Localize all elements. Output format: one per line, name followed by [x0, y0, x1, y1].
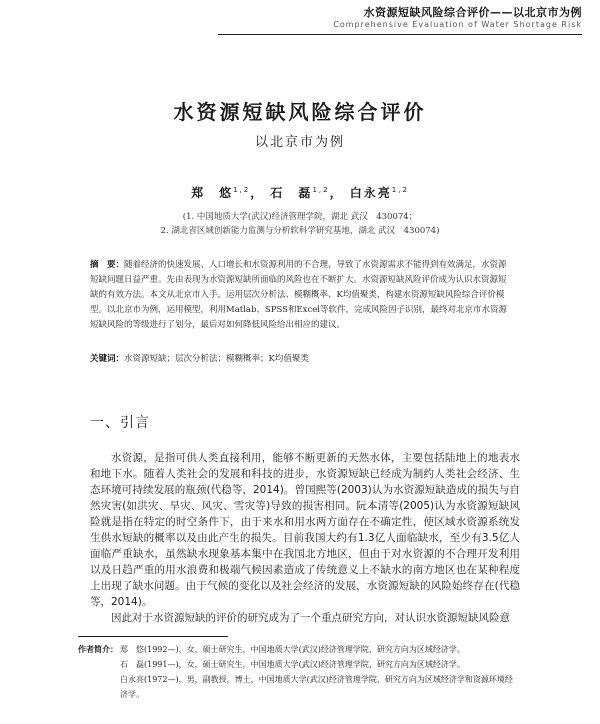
- author-name: 郑 悠: [191, 186, 234, 200]
- keywords-text: 水资源短缺；层次分析法；模糊概率；K均值聚类: [124, 354, 309, 364]
- footnote-text: 白永亮(1972—)，男，副教授，博士，中国地质大学(武汉)经济管理学院，研究方向为区域经济学和资源环境经济学。: [120, 675, 513, 699]
- footnote-entry: [78, 642, 518, 657]
- footnote-text: 郑 悠(1992—)，女，硕士研究生，中国地质大学(武汉)经济管理学院，研究方向为区域经济学。: [120, 645, 465, 654]
- body-paragraph: 因此对于水资源短缺的评价的研究成为了一个重点研究方向，对认识水资源短缺风险意: [111, 612, 510, 624]
- affiliation-line: 2. 湖北省区域创新能力监测与分析软科学研究基地，湖北 武汉 430074): [160, 226, 440, 236]
- article-subtitle: 以北京市为例: [254, 135, 345, 150]
- section-heading-introduction: 一、引言: [90, 415, 150, 431]
- footnote-text: 石 磊(1991—)，女，硕士研究生，中国地质大学(武汉)经济管理学院，研究方向为区域经济学。: [120, 660, 465, 669]
- keywords: [90, 352, 512, 364]
- body-text: [90, 450, 520, 626]
- article-title: 水资源短缺风险综合评价: [173, 100, 427, 124]
- author-name: 石 磊: [270, 186, 313, 200]
- footnote-entry: [78, 657, 518, 672]
- running-header-title: 水资源短缺风险综合评价——以北京市为例: [363, 6, 582, 19]
- affiliation-line: (1. 中国地质大学(武汉)经济管理学院，湖北 武汉 430074；: [182, 212, 418, 222]
- abstract: [90, 258, 512, 333]
- footnote-entry: [78, 672, 518, 702]
- running-header: [0, 4, 600, 38]
- abstract-text: 随着经济的快速发展、人口增长和水资源利用的不合理，导致了水资源需求不能得到有效满足，水资源短缺问题日益严重。先由表现为水资源短缺所面临的风险也在不断扩大。水资源短缺风险评价成为认识水资源短缺的有效方法。本文从北京市入手，运用层次分析法、模糊概率、K均值聚类，构建水资源短缺风险综合评价模型。以北京市为例，运用模型，利用Matlab、SPSS和Excel等软件，完成风险因子识别，最终对北京市水资源短缺风险的等级进行了划分，最后对如何降低风险给出相应的建议。: [90, 260, 507, 330]
- author-footnotes: [78, 642, 518, 702]
- footnote-rule: [78, 636, 228, 637]
- abstract-label: 摘 要：: [90, 260, 125, 270]
- keywords-label: 关键词：: [90, 354, 125, 364]
- running-header-subline: Comprehensive Evaluation of Water Shortage Risk: [333, 20, 582, 29]
- author-list: 郑 悠$^{1,2}$， 石 磊$^{1,2}$， 白永亮$^{1,2}$: [191, 186, 409, 200]
- body-paragraph: 水资源，是指可供人类直接利用，能够不断更新的天然水体，主要包括陆地上的地表水和地下水。随着人类社会的发展和科技的进步，水资源短缺已经成为制约人类社会经济、生态环境可持续发展的瓶颈(代稳等，2014)。曾国熙等(2003)认为水资源短缺造成的损失与自然灾害(如洪灾、旱灾、风灾、雪灾等)导致的损害相同。阮本清等(2005)认为水资源短缺风险就是指在特定的时空条件下，由于来水和用水两方面存在不确定性，使区域水资源系统发生供水短缺的概率以及由此产生的损失。目前我国大约有1.3亿人面临缺水，至少有3.5亿人面临严重缺水，虽然缺水现象基本集中在我国北方地区，但由于对水资源的不合理开发利用以及日趋严重的用水浪费和极端气候因素造成了传统意义上不缺水的南方地区也在某种程度上出现了缺水问题。由于气候的变化以及社会经济的发展，水资源短缺的风险始终存在(代稳等，2014)。: [90, 452, 520, 608]
- footnote-label: 作者简介：: [78, 645, 118, 654]
- author-affiliation-mark: 1,2: [391, 186, 409, 194]
- author-name: 白永亮: [349, 186, 392, 200]
- author-affiliation-mark: 1,2: [233, 186, 251, 194]
- author-affiliation-mark: 1,2: [312, 186, 330, 194]
- header-rule: [218, 34, 582, 35]
